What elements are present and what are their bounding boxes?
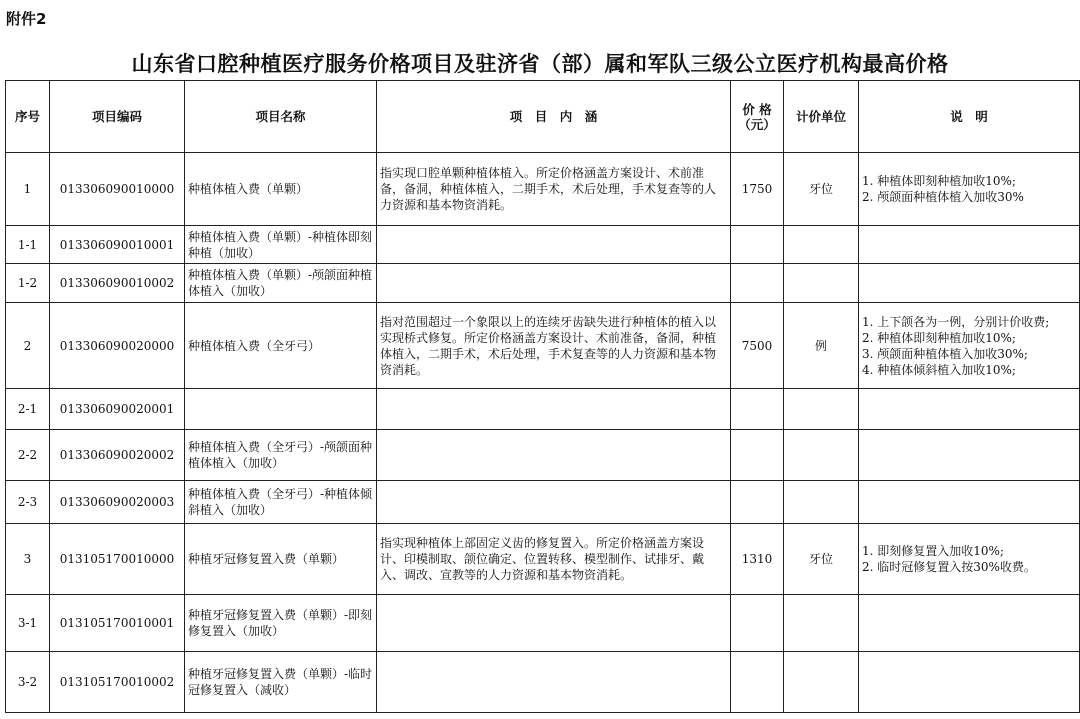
row-name: 种植体植入费（全牙弓）	[185, 303, 377, 389]
row-code: 013306090020000	[50, 303, 185, 389]
row-remarks	[859, 303, 1080, 389]
price-table	[5, 80, 1080, 713]
row-price: 1750	[731, 153, 784, 226]
row-content	[377, 652, 731, 713]
table-row	[6, 264, 1080, 303]
remark-line: 2. 临时冠修复置入按30%收费。	[862, 560, 1036, 574]
row-seq: 2	[6, 303, 50, 389]
row-unit: 牙位	[784, 153, 859, 226]
remark-line: 4. 种植体倾斜植入加收10%;	[862, 362, 1016, 377]
row-price	[731, 652, 784, 713]
row-seq: 3-1	[6, 595, 50, 652]
row-unit	[784, 595, 859, 652]
header-code: 项目编码	[50, 81, 185, 153]
row-name: 种植体植入费（单颗）	[185, 153, 377, 226]
attachment-label: 附件2	[6, 10, 47, 28]
header-row	[6, 81, 1080, 153]
remark-line: 1. 上下颌各为一例，分别计价收费;	[862, 314, 1050, 329]
row-unit: 例	[784, 303, 859, 389]
row-seq: 1	[6, 153, 50, 226]
row-content: 指对范围超过一个象限以上的连续牙齿缺失进行种植体的植入以实现桥式修复。所定价格涵盖方案设计、术前准备，备洞，种植体植入，二期手术，术后处理，手术复查等的人力资源和基本物资消耗。	[377, 303, 731, 389]
row-unit	[784, 264, 859, 303]
row-code: 013105170010002	[50, 652, 185, 713]
header-price	[731, 81, 784, 153]
row-code: 013105170010001	[50, 595, 185, 652]
row-remarks	[859, 481, 1080, 524]
row-name: 种植牙冠修复置入费（单颗）-即刻修复置入（加收）	[185, 595, 377, 652]
row-remarks	[859, 226, 1080, 264]
row-seq: 1-1	[6, 226, 50, 264]
row-content: 指实现种植体上部固定义齿的修复置入。所定价格涵盖方案设计、印模制取、颌位确定、位置转移、模型制作、试排牙、戴入、调改、宣教等的人力资源和基本物资消耗。	[377, 524, 731, 595]
row-price	[731, 389, 784, 430]
row-seq: 2-1	[6, 389, 50, 430]
table-row	[6, 153, 1080, 226]
row-name: 种植体植入费（单颗）-种植体即刻种植（加收）	[185, 226, 377, 264]
row-seq: 3-2	[6, 652, 50, 713]
table-row	[6, 226, 1080, 264]
row-code: 013105170010000	[50, 524, 185, 595]
row-seq: 2-3	[6, 481, 50, 524]
table-row	[6, 389, 1080, 430]
header-unit: 计价单位	[784, 81, 859, 153]
row-remarks	[859, 595, 1080, 652]
row-code: 013306090010000	[50, 153, 185, 226]
row-unit	[784, 226, 859, 264]
row-code: 013306090020002	[50, 430, 185, 481]
row-code: 013306090010002	[50, 264, 185, 303]
row-content	[377, 595, 731, 652]
remark-line: 3. 颅颌面种植体植入加收30%;	[862, 346, 1028, 361]
document-title: 山东省口腔种植医疗服务价格项目及驻济省（部）属和军队三级公立医疗机构最高价格	[131, 52, 949, 76]
row-name: 种植体植入费（全牙弓）-种植体倾斜植入（加收）	[185, 481, 377, 524]
remark-line: 1. 种植体即刻种植加收10%;	[862, 174, 1016, 188]
row-unit	[784, 430, 859, 481]
header-price-line2: （元）	[738, 116, 776, 132]
row-code: 013306090020001	[50, 389, 185, 430]
row-remarks	[859, 524, 1080, 595]
row-price	[731, 430, 784, 481]
row-unit	[784, 652, 859, 713]
row-name: 种植牙冠修复置入费（单颗）	[185, 524, 377, 595]
row-seq: 2-2	[6, 430, 50, 481]
row-unit	[784, 481, 859, 524]
header-seq: 序号	[6, 81, 50, 153]
row-content	[377, 389, 731, 430]
row-price	[731, 595, 784, 652]
row-price	[731, 226, 784, 264]
row-content	[377, 264, 731, 303]
row-name: 种植体植入费（单颗）-颅颌面种植体植入（加收）	[185, 264, 377, 303]
row-seq: 3	[6, 524, 50, 595]
header-remark: 说 明	[859, 81, 1080, 153]
row-name: 种植牙冠修复置入费（单颗）-临时冠修复置入（减收）	[185, 652, 377, 713]
row-name: 种植体植入费（全牙弓）-颅颌面种植体植入（加收）	[185, 430, 377, 481]
header-content: 项 目 内 涵	[377, 81, 731, 153]
row-remarks	[859, 389, 1080, 430]
remark-line: 1. 即刻修复置入加收10%;	[862, 544, 1004, 558]
row-unit: 牙位	[784, 524, 859, 595]
row-code: 013306090010001	[50, 226, 185, 264]
row-content	[377, 430, 731, 481]
table-row	[6, 481, 1080, 524]
table-row	[6, 595, 1080, 652]
row-price	[731, 264, 784, 303]
row-remarks	[859, 153, 1080, 226]
table-row	[6, 652, 1080, 713]
row-remarks	[859, 430, 1080, 481]
row-content: 指实现口腔单颗种植体植入。所定价格涵盖方案设计、术前准备，备洞，种植体植入，二期手术，术后处理，手术复查等的人力资源和基本物资消耗。	[377, 153, 731, 226]
row-code: 013306090020003	[50, 481, 185, 524]
row-name	[185, 389, 377, 430]
row-unit	[784, 389, 859, 430]
row-price: 7500	[731, 303, 784, 389]
header-price-line1: 价 格	[742, 101, 772, 117]
remark-line: 2. 颅颌面种植体植入加收30%	[862, 190, 1024, 204]
row-price	[731, 481, 784, 524]
row-remarks	[859, 264, 1080, 303]
row-content	[377, 481, 731, 524]
header-name: 项目名称	[185, 81, 377, 153]
row-remarks	[859, 652, 1080, 713]
row-price: 1310	[731, 524, 784, 595]
table-row	[6, 524, 1080, 595]
row-seq: 1-2	[6, 264, 50, 303]
table-row	[6, 430, 1080, 481]
row-content	[377, 226, 731, 264]
remark-line: 2. 种植体即刻种植加收10%;	[862, 330, 1016, 345]
table-row	[6, 303, 1080, 389]
